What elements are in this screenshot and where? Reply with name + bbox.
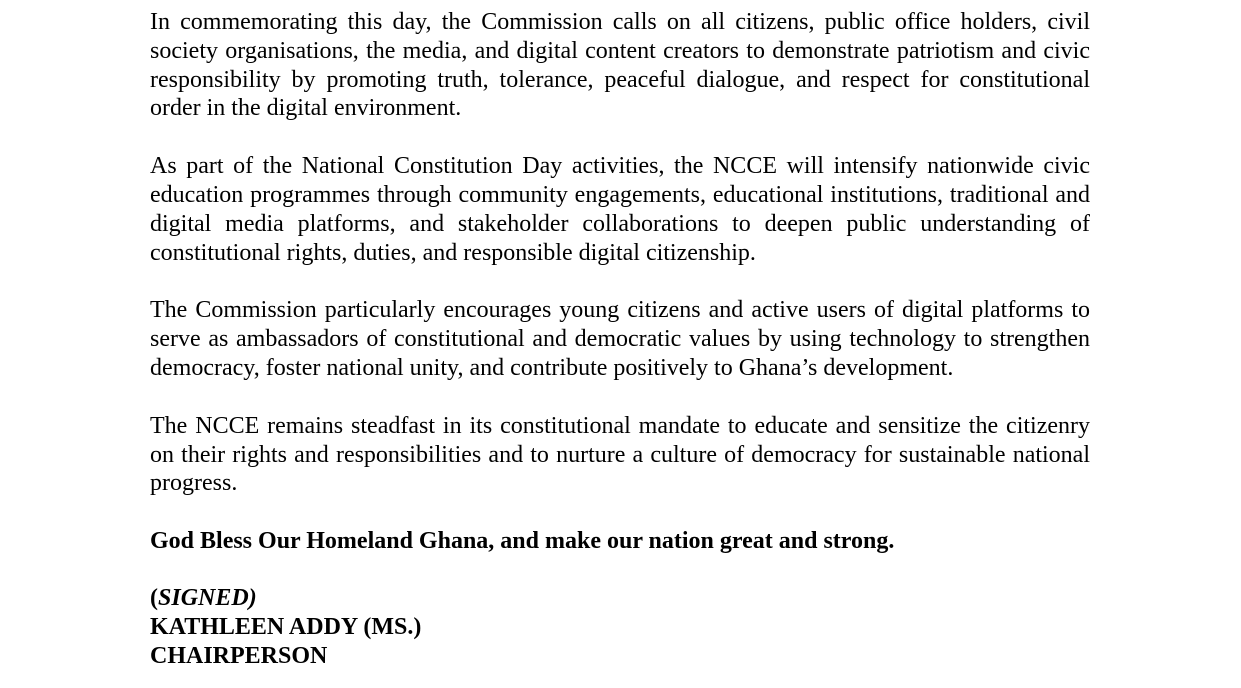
closing-blessing: God Bless Our Homeland Ghana, and make our nation great and strong. [150,528,895,555]
signed-line [150,584,1090,613]
paragraph-constitution-day-activities: As part of the National Constitution Day activities, the NCCE will intensify nationwide civic education programmes through community engagements, educational institutions, traditional and digital media platforms, and stakeholder collaborations to deepen public understanding of constitutional rights, duties, and responsible digital citizenship. [150,153,1090,266]
document-page [150,8,1090,670]
paragraph-commemoration: In commemorating this day, the Commission calls on all citizens, public office holders, civil society organisations, the media, and digital content creators to demonstrate patriotism and civic responsibility by promoting truth, tolerance, peaceful dialogue, and respect for constitutional order in the digital environment. [150,9,1090,122]
signatory-title: CHAIRPERSON [150,642,328,669]
signed-label: SIGNED) [158,585,257,612]
paragraph-young-citizens: The Commission particularly encourages young citizens and active users of digital platforms to serve as ambassadors of constitutional and democratic values by using technology to strengthen democracy, foster national unity, and contribute positively to Ghana’s development. [150,297,1090,381]
signature-block [150,584,1090,670]
signed-open-paren: ( [150,585,158,612]
paragraph-ncce-mandate: The NCCE remains steadfast in its constitutional mandate to educate and sensitize the citizenry on their rights and responsibilities and to nurture a culture of democracy for sustainable national progress. [150,412,1090,497]
signatory-name: KATHLEEN ADDY (MS.) [150,613,422,640]
